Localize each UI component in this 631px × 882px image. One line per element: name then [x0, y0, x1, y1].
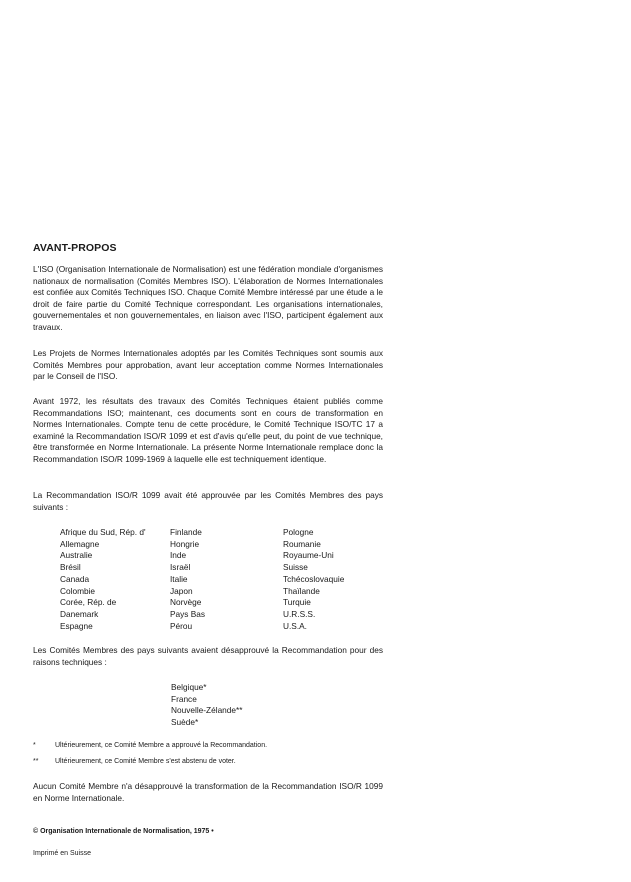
footnote-mark: * [33, 742, 36, 749]
country-item: Norvège [170, 597, 202, 608]
country-item: Japon [170, 585, 193, 596]
country-item: Pérou [170, 620, 193, 631]
country-item: Italie [170, 573, 188, 584]
country-item: Corée, Rép. de [60, 597, 117, 608]
country-item: U.S.A. [283, 620, 307, 631]
country-item: Roumanie [283, 538, 321, 549]
country-item: Belgique* [171, 682, 207, 692]
country-item: Pays Bas [170, 608, 206, 619]
printed-in: Imprimé en Suisse [33, 850, 91, 857]
paragraph-conclusion: Aucun Comité Membre n'a désapprouvé la transformation de la Recommandation ISO/R 1099 en Norme Internationale. [33, 781, 383, 803]
paragraph-disapproval: Les Comités Membres des pays suivants avaient désapprouvé la Recommandation pour des raisons techniques : [33, 645, 383, 667]
footnote-text: Ultérieurement, ce Comité Membre a approuvé la Recommandation. [55, 742, 268, 749]
footnote-mark: ** [33, 758, 39, 765]
section-heading: AVANT-PROPOS [33, 242, 117, 254]
country-item: Finlande [170, 527, 202, 537]
disapproving-countries-list [171, 682, 243, 728]
country-item: Turquie [283, 597, 311, 608]
country-item: Espagne [60, 620, 93, 631]
country-item: Danemark [60, 608, 99, 619]
country-item: Israël [170, 562, 191, 573]
paragraph-iso-intro: L'ISO (Organisation Internationale de Normalisation) est une fédération mondiale d'organismes nationaux de normalisation (Comités Membres ISO). L'élaboration de Normes Internationales est confiée aux Comités Techniques ISO. Chaque Comité Membre intéressé par une étude a le droit de faire partie du Comité Technique correspondant. Les organisations internationales, gouvernementales et non gouvernementales, en liaison avec l'ISO, participent également aux travaux. [33, 264, 383, 332]
paragraph-approval: La Recommandation ISO/R 1099 avait été approuvée par les Comités Membres des pays suivants : [33, 490, 383, 512]
country-item: Hongrie [170, 538, 200, 549]
countries-column-2 [170, 527, 205, 632]
country-item: Tchécoslovaquie [283, 573, 345, 584]
country-item: Brésil [60, 562, 81, 573]
country-item: Suisse [283, 562, 308, 573]
country-item: U.R.S.S. [283, 608, 316, 619]
footnote-text: Ultérieurement, ce Comité Membre s'est abstenu de voter. [55, 758, 236, 765]
country-item: Colombie [60, 585, 96, 596]
paragraph-draft-standards: Les Projets de Normes Internationales adoptés par les Comités Techniques sont soumis aux Comités Membres pour approbation, avant leur acceptation comme Normes Internationales par le Conseil de l'ISO. [33, 348, 383, 382]
country-item: Pologne [283, 527, 314, 537]
footnote [33, 741, 267, 751]
country-item: Canada [60, 573, 90, 584]
country-item: Royaume-Uni [283, 550, 334, 561]
country-item: Nouvelle-Zélande** [171, 705, 243, 716]
country-item: Thaïlande [283, 585, 320, 596]
countries-column-1 [60, 527, 146, 632]
paragraph-history: Avant 1972, les résultats des travaux des Comités Techniques étaient publiés comme Recommandations ISO; maintenant, ces documents sont en cours de transformation en Normes Internationales. Compte tenu de cette procédure, le Comité Technique ISO/TC 17 a examiné la Recommandation ISO/R 1099 et est d'avis qu'elle peut, du point de vue technique, être transformée en Norme Internationale. La présente Norme Internationale remplace donc la Recommandation ISO/R 1099-1969 à laquelle elle est techniquement identique. [33, 396, 383, 464]
country-item: Allemagne [60, 538, 100, 549]
country-item: Afrique du Sud, Rép. d' [60, 527, 146, 537]
copyright-notice: © Organisation Internationale de Normalisation, 1975 • [33, 828, 214, 835]
country-item: France [171, 693, 197, 704]
country-item: Suède* [171, 716, 199, 727]
countries-column-3 [283, 527, 344, 632]
footnote [33, 757, 236, 767]
country-item: Inde [170, 550, 187, 561]
country-item: Australie [60, 550, 93, 561]
